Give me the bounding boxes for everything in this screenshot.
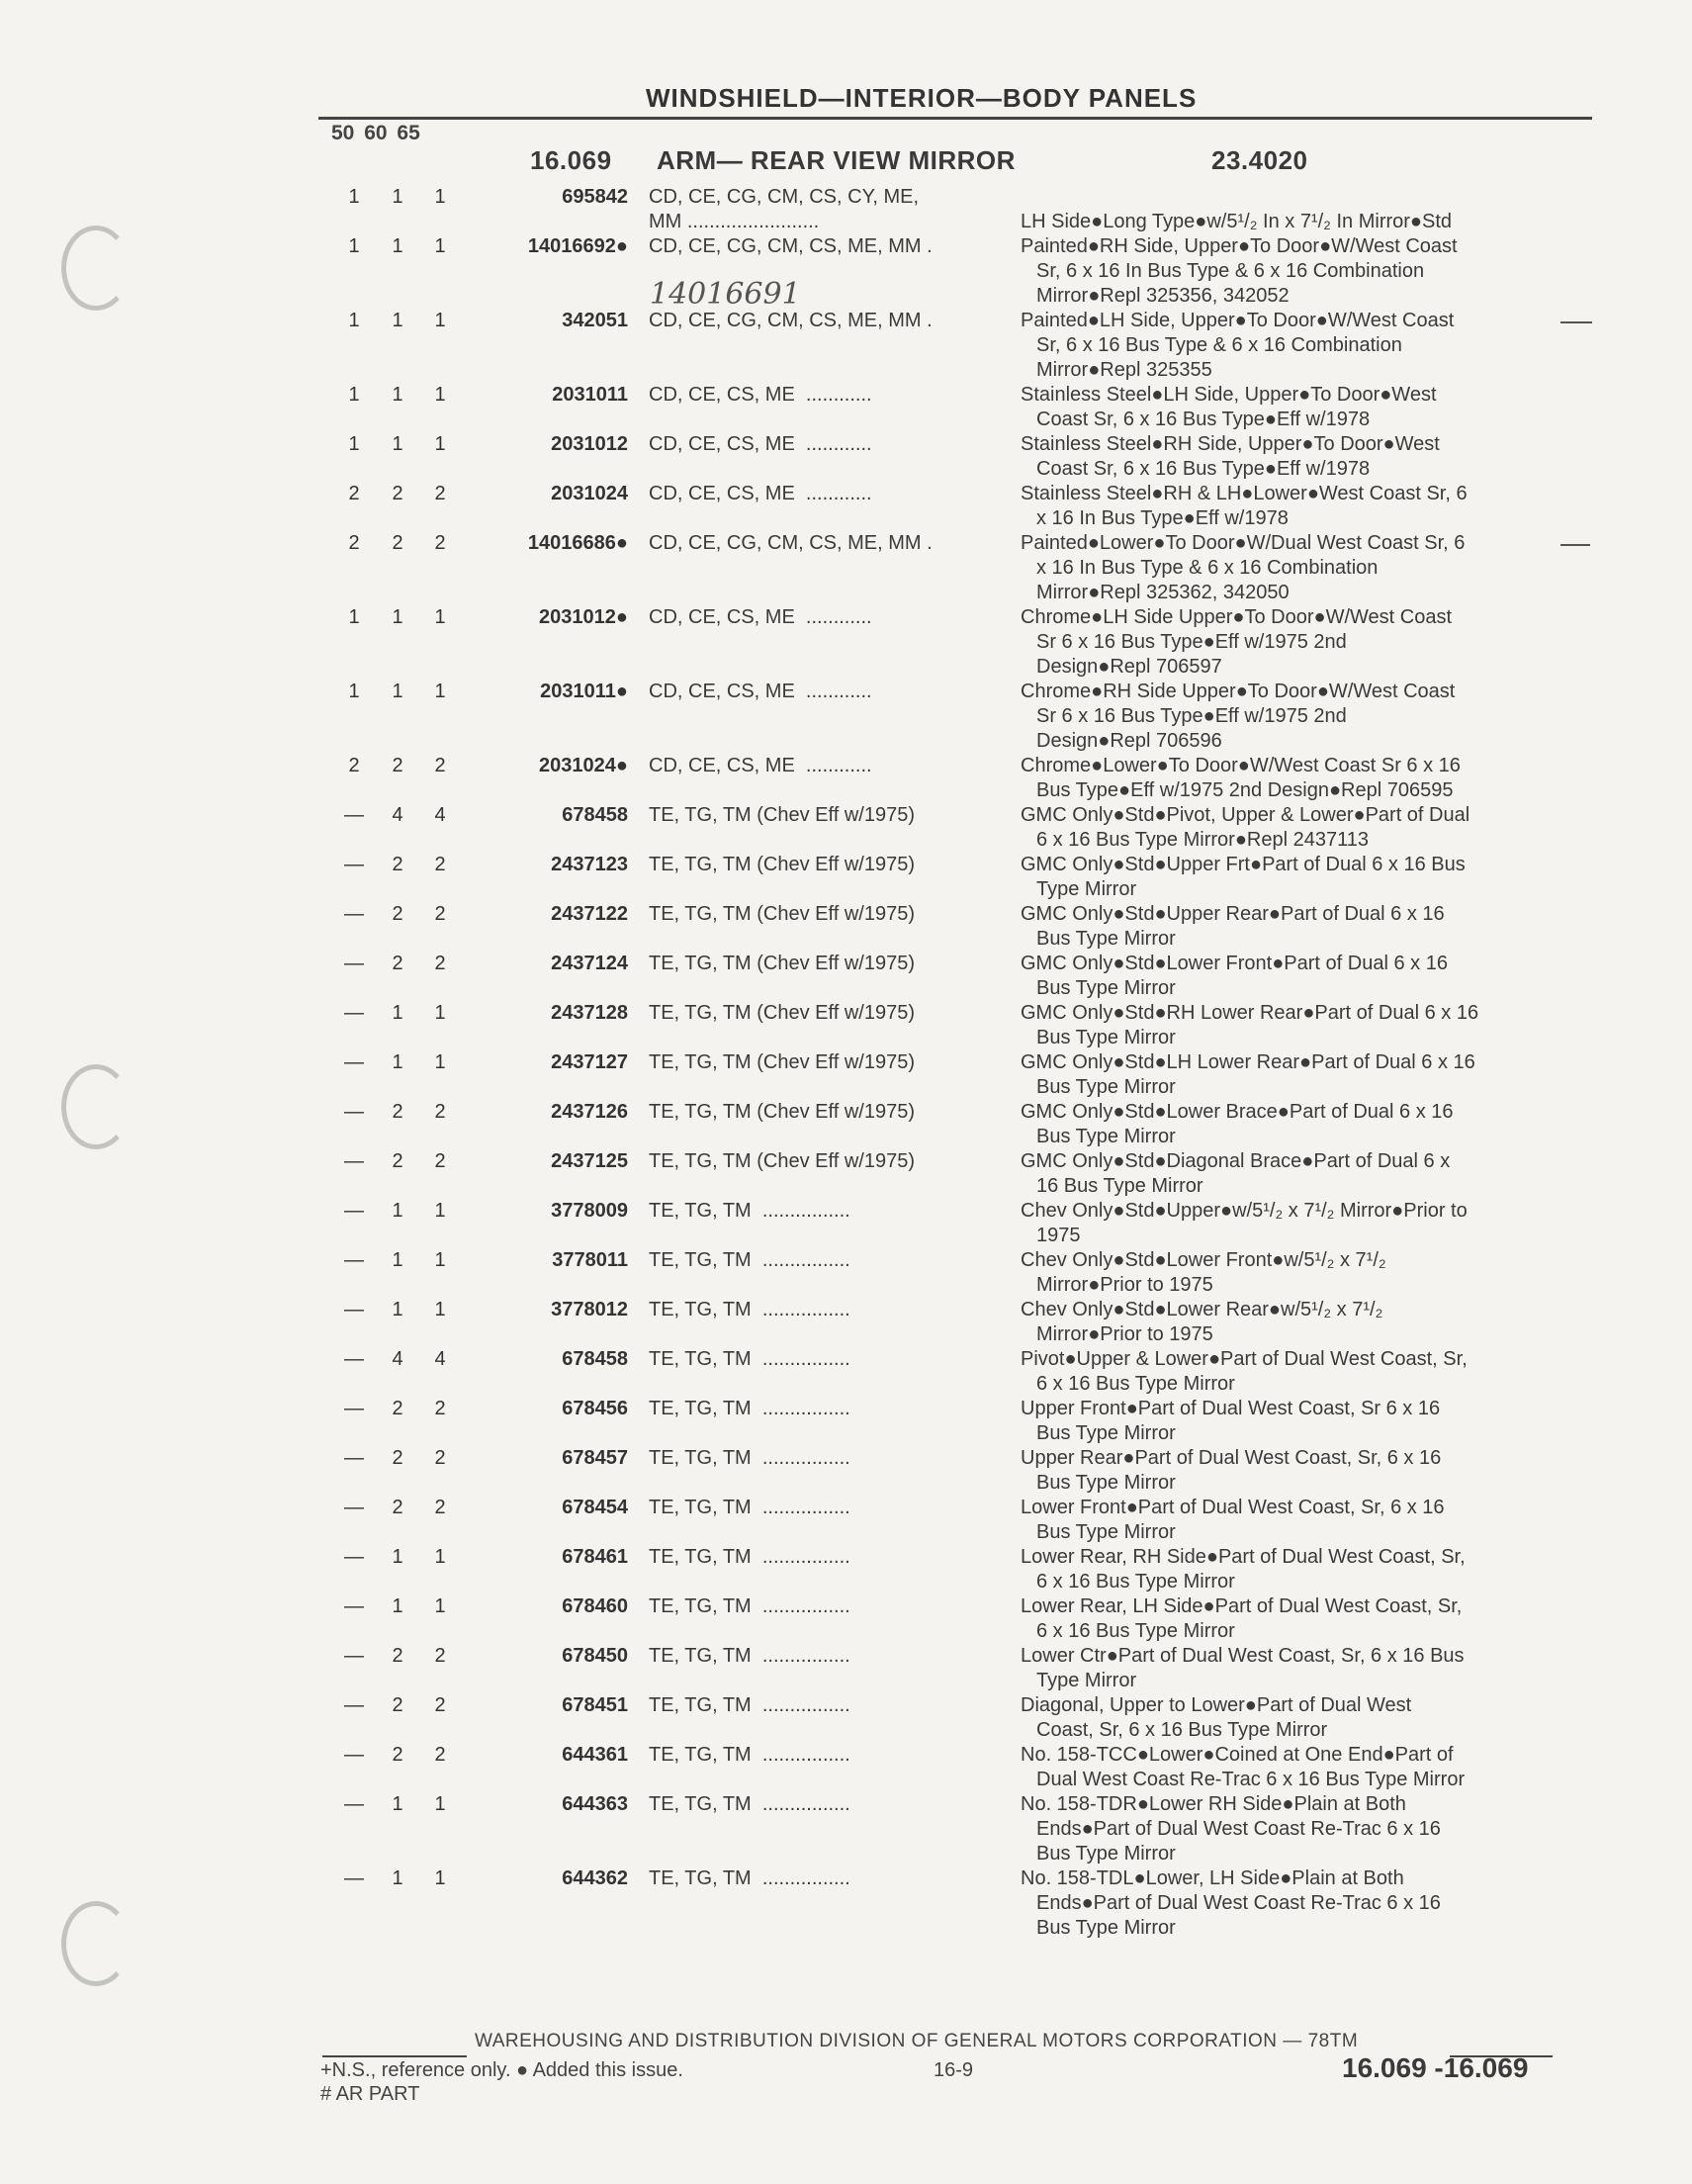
qty-1965: 1 — [434, 1867, 446, 1889]
qty-1965: 1 — [434, 1793, 446, 1815]
qty-1950: 1 — [348, 433, 360, 455]
description-line: Painted●RH Side, Upper●To Door●W/West Coast — [1021, 235, 1458, 257]
qty-1960: 1 — [392, 1002, 403, 1024]
description-line: 6 x 16 Bus Type Mirror — [1036, 1373, 1235, 1395]
qty-1950: 1 — [348, 235, 360, 257]
part-number: 678458 — [562, 804, 628, 826]
description — [1021, 1545, 1594, 1594]
model-codes: TE, TG, TM (Chev Eff w/1975) — [649, 1051, 915, 1073]
footer-organization: WAREHOUSING AND DISTRIBUTION DIVISION OF GENERAL MOTORS CORPORATION — 78TM — [475, 2031, 1359, 2051]
qty-1950: 1 — [348, 681, 360, 702]
description — [1021, 1298, 1594, 1347]
qty-1965: 1 — [434, 1546, 446, 1568]
model-codes: TE, TG, TM (Chev Eff w/1975) — [649, 804, 915, 826]
part-number: 678454 — [562, 1497, 628, 1518]
model-codes: CD, CE, CG, CM, CS, ME, MM . — [649, 310, 933, 331]
qty-1965: 1 — [434, 1249, 446, 1271]
description-line: Mirror●Repl 325362, 342050 — [1036, 582, 1290, 603]
qty-1950: 1 — [348, 384, 360, 406]
description-line: 1975 — [1036, 1225, 1081, 1246]
part-number: 2437127 — [551, 1051, 628, 1073]
description-line: Chrome●LH Side Upper●To Door●W/West Coast — [1021, 606, 1453, 628]
description-line: Bus Type●Eff w/1975 2nd Design●Repl 706595 — [1036, 779, 1454, 801]
description-line: Chrome●Lower●To Door●W/West Coast Sr 6 x 16 — [1021, 755, 1461, 776]
description — [1021, 803, 1594, 853]
qty-1950: — — [344, 1546, 364, 1568]
part-number: 678460 — [562, 1595, 628, 1617]
description-line: Mirror●Prior to 1975 — [1036, 1274, 1213, 1296]
qty-1960: 1 — [392, 433, 403, 455]
description-line: 6 x 16 Bus Type Mirror — [1036, 1571, 1235, 1592]
model-codes: CD, CE, CS, ME ............ — [649, 433, 872, 455]
qty-1965: 2 — [434, 953, 446, 974]
qty-1950: — — [344, 1101, 364, 1123]
qty-1960: 1 — [392, 1867, 403, 1889]
qty-1960: 2 — [392, 1101, 403, 1123]
description-line: 6 x 16 Bus Type Mirror●Repl 2437113 — [1036, 829, 1369, 851]
qty-1950: 1 — [348, 186, 360, 208]
description — [1021, 1347, 1594, 1397]
qty-1965: 1 — [434, 1051, 446, 1073]
part-number: 2031024 — [551, 483, 628, 504]
model-codes: TE, TG, TM ................ — [649, 1595, 850, 1617]
description-line: Design●Repl 706597 — [1036, 656, 1222, 678]
description-line: 6 x 16 Bus Type Mirror — [1036, 1620, 1235, 1642]
part-number: 2031011 — [552, 384, 628, 406]
description-line: Mirror●Repl 325356, 342052 — [1036, 285, 1290, 307]
punch-hole-top — [61, 226, 131, 311]
description-line: x 16 In Bus Type●Eff w/1978 — [1036, 507, 1289, 529]
model-codes: TE, TG, TM (Chev Eff w/1975) — [649, 854, 915, 875]
description — [1021, 1743, 1594, 1792]
qty-1965: 2 — [434, 1398, 446, 1419]
description-line: Mirror●Prior to 1975 — [1036, 1323, 1213, 1345]
description-line: Lower Ctr●Part of Dual West Coast, Sr, 6 x 16 Bus — [1021, 1645, 1465, 1667]
punch-hole-bottom — [61, 1901, 131, 1986]
description-line: Bus Type Mirror — [1036, 1422, 1176, 1444]
qty-1965: 2 — [434, 1744, 446, 1766]
model-codes: TE, TG, TM ................ — [649, 1200, 850, 1222]
qty-1965: 2 — [434, 483, 446, 504]
description-line: Bus Type Mirror — [1036, 1917, 1176, 1939]
description — [1021, 1792, 1594, 1866]
qty-1960: 2 — [392, 755, 403, 776]
description-line: Coast Sr, 6 x 16 Bus Type●Eff w/1978 — [1036, 458, 1371, 480]
model-codes: TE, TG, TM (Chev Eff w/1975) — [649, 953, 915, 974]
model-codes: CD, CE, CS, ME ............ — [649, 606, 872, 628]
part-number: 2437128 — [551, 1002, 628, 1024]
qty-1960: 1 — [392, 235, 403, 257]
model-codes: TE, TG, TM ................ — [649, 1645, 850, 1667]
footer-section-range: 16.069 -16.069 — [1342, 2052, 1529, 2083]
description — [1021, 952, 1594, 1001]
description-line: Chrome●RH Side Upper●To Door●W/West Coast — [1021, 681, 1456, 702]
description — [1021, 1199, 1594, 1248]
description-line: Stainless Steel●RH & LH●Lower●West Coast Sr, 6 — [1021, 483, 1468, 504]
qty-1960: 4 — [392, 1348, 403, 1370]
description-line: Painted●Lower●To Door●W/Dual West Coast Sr, 6 — [1021, 532, 1466, 554]
qty-1965: 2 — [434, 1150, 446, 1172]
description-line: Bus Type Mirror — [1036, 1027, 1176, 1048]
part-number: 678456 — [562, 1398, 628, 1419]
part-number: 695842 — [562, 186, 628, 208]
qty-1960: 1 — [392, 1200, 403, 1222]
model-codes: CD, CE, CG, CM, CS, CY, ME, MM ........................ — [649, 186, 919, 232]
qty-1960: 1 — [392, 681, 403, 702]
description-line: Sr 6 x 16 Bus Type●Eff w/1975 2nd — [1036, 631, 1347, 653]
model-codes: CD, CE, CS, ME ............ — [649, 681, 872, 702]
model-codes: TE, TG, TM ................ — [649, 1694, 850, 1716]
description-line: Painted●LH Side, Upper●To Door●W/West Coast — [1021, 310, 1455, 331]
qty-1965: 2 — [434, 1645, 446, 1667]
part-number: 2031011● — [540, 681, 628, 702]
model-codes: TE, TG, TM ................ — [649, 1546, 850, 1568]
qty-1950: — — [344, 1150, 364, 1172]
qty-1960: 2 — [392, 903, 403, 925]
footer-ar-part: # AR PART — [320, 2083, 420, 2105]
qty-1960: 1 — [392, 1546, 403, 1568]
description-line: Sr 6 x 16 Bus Type●Eff w/1975 2nd — [1036, 705, 1347, 727]
model-codes: CD, CE, CG, CM, CS, ME, MM . — [649, 532, 933, 554]
part-number: 678451 — [562, 1694, 628, 1716]
part-number: 2437126 — [551, 1101, 628, 1123]
qty-1950: — — [344, 1645, 364, 1667]
year-columns-header: 50 60 65 — [331, 122, 420, 144]
description — [1021, 1693, 1594, 1743]
part-number: 678458 — [562, 1348, 628, 1370]
qty-1960: 1 — [392, 1249, 403, 1271]
qty-1965: 2 — [434, 1447, 446, 1469]
description-line: Chev Only●Std●Upper●w/5¹/₂ x 7¹/₂ Mirror●Prior to — [1021, 1200, 1468, 1222]
qty-1960: 2 — [392, 1645, 403, 1667]
qty-1965: 1 — [434, 433, 446, 455]
part-number: 2031012 — [551, 433, 628, 455]
description — [1021, 1001, 1594, 1050]
description-line: Mirror●Repl 325355 — [1036, 359, 1212, 381]
part-number: 644362 — [562, 1867, 628, 1889]
qty-1965: 1 — [434, 235, 446, 257]
footer-rule-left — [322, 2055, 467, 2057]
part-number: 14016692● — [527, 235, 628, 257]
description — [1021, 1496, 1594, 1545]
description-line: Bus Type Mirror — [1036, 1843, 1176, 1865]
description-line: GMC Only●Std●Lower Brace●Part of Dual 6 x 16 — [1021, 1101, 1454, 1123]
section-code: 23.4020 — [1211, 145, 1308, 175]
description-line: Bus Type Mirror — [1036, 1472, 1176, 1494]
description-line: Design●Repl 706596 — [1036, 730, 1222, 752]
qty-1950: — — [344, 1694, 364, 1716]
qty-1965: 1 — [434, 186, 446, 208]
description-line: Upper Rear●Part of Dual West Coast, Sr, 6 x 16 — [1021, 1447, 1442, 1469]
description-line: LH Side●Long Type●w/5¹/₂ In x 7¹/₂ In Mirror●Std — [1021, 211, 1453, 232]
model-codes: TE, TG, TM ................ — [649, 1497, 850, 1518]
qty-1965: 2 — [434, 903, 446, 925]
model-codes: TE, TG, TM ................ — [649, 1299, 850, 1320]
description — [1021, 482, 1594, 531]
qty-1965: 2 — [434, 854, 446, 875]
punch-hole-middle — [61, 1064, 131, 1149]
qty-1965: 1 — [434, 1200, 446, 1222]
qty-1965: 2 — [434, 755, 446, 776]
qty-1960: 2 — [392, 1694, 403, 1716]
qty-1950: — — [344, 1744, 364, 1766]
model-codes: CD, CE, CS, ME ............ — [649, 755, 872, 776]
description — [1021, 210, 1594, 234]
description-line: GMC Only●Std●Upper Frt●Part of Dual 6 x 16 Bus — [1021, 854, 1466, 875]
qty-1950: — — [344, 854, 364, 875]
page-number: 16-9 — [934, 2059, 974, 2081]
description-line: No. 158-TDR●Lower RH Side●Plain at Both — [1021, 1793, 1406, 1815]
qty-1960: 1 — [392, 310, 403, 331]
description-line: Chev Only●Std●Lower Rear●w/5¹/₂ x 7¹/₂ — [1021, 1299, 1383, 1320]
qty-1965: 2 — [434, 1101, 446, 1123]
description-line: Dual West Coast Re-Trac 6 x 16 Bus Type Mirror — [1036, 1769, 1466, 1790]
qty-1960: 1 — [392, 606, 403, 628]
qty-1950: — — [344, 903, 364, 925]
qty-1950: — — [344, 1051, 364, 1073]
qty-1950: — — [344, 1002, 364, 1024]
qty-1965: 1 — [434, 1595, 446, 1617]
qty-1960: 2 — [392, 953, 403, 974]
qty-1950: — — [344, 1299, 364, 1320]
part-number: 2031012● — [539, 606, 628, 628]
description-line: Bus Type Mirror — [1036, 1521, 1176, 1543]
description-line: Lower Rear, LH Side●Part of Dual West Coast, Sr, — [1021, 1595, 1463, 1617]
model-codes: TE, TG, TM ................ — [649, 1744, 850, 1766]
qty-1960: 1 — [392, 1793, 403, 1815]
part-number: 644361 — [562, 1744, 628, 1766]
qty-1960: 2 — [392, 854, 403, 875]
model-codes: TE, TG, TM ................ — [649, 1348, 850, 1370]
description-line: Sr, 6 x 16 In Bus Type & 6 x 16 Combination — [1036, 260, 1425, 282]
qty-1960: 2 — [392, 532, 403, 554]
description — [1021, 902, 1594, 952]
model-codes: TE, TG, TM ................ — [649, 1398, 850, 1419]
page-title: WINDSHIELD—INTERIOR—BODY PANELS — [646, 83, 1198, 113]
model-codes: TE, TG, TM ................ — [649, 1447, 850, 1469]
description-line: Bus Type Mirror — [1036, 928, 1176, 950]
description-line: Lower Front●Part of Dual West Coast, Sr, 6 x 16 — [1021, 1497, 1445, 1518]
qty-1960: 2 — [392, 1447, 403, 1469]
description-line: Type Mirror — [1036, 878, 1137, 900]
qty-1950: — — [344, 1447, 364, 1469]
description-line: Sr, 6 x 16 Bus Type & 6 x 16 Combination — [1036, 334, 1402, 356]
qty-1965: 1 — [434, 681, 446, 702]
description-line: GMC Only●Std●Lower Front●Part of Dual 6 x 16 — [1021, 953, 1448, 974]
qty-1965: 2 — [434, 1694, 446, 1716]
description-line: GMC Only●Std●RH Lower Rear●Part of Dual 6 x 16 — [1021, 1002, 1479, 1024]
description — [1021, 1149, 1594, 1199]
model-codes: CD, CE, CG, CM, CS, ME, MM . — [649, 235, 933, 257]
qty-1950: — — [344, 1348, 364, 1370]
qty-1950: — — [344, 1867, 364, 1889]
part-number: 678457 — [562, 1447, 628, 1469]
qty-1965: 2 — [434, 532, 446, 554]
description-line: Type Mirror — [1036, 1670, 1137, 1691]
part-number: 342051 — [562, 310, 628, 331]
qty-1960: 1 — [392, 1595, 403, 1617]
description — [1021, 1446, 1594, 1496]
description-line: Coast, Sr, 6 x 16 Bus Type Mirror — [1036, 1719, 1328, 1741]
part-number: 2437123 — [551, 854, 628, 875]
model-codes: TE, TG, TM (Chev Eff w/1975) — [649, 903, 915, 925]
qty-1960: 2 — [392, 1398, 403, 1419]
description-line: No. 158-TCC●Lower●Coined at One End●Part of — [1021, 1744, 1454, 1766]
qty-1950: 2 — [348, 755, 360, 776]
qty-1965: 4 — [434, 804, 446, 826]
description-line: Pivot●Upper & Lower●Part of Dual West Coast, Sr, — [1021, 1348, 1468, 1370]
qty-1960: 2 — [392, 1150, 403, 1172]
description — [1021, 234, 1594, 309]
qty-1950: 2 — [348, 483, 360, 504]
description — [1021, 605, 1594, 680]
description-line: Bus Type Mirror — [1036, 1126, 1176, 1147]
model-codes: CD, CE, CS, ME ............ — [649, 483, 872, 504]
qty-1950: — — [344, 1793, 364, 1815]
qty-1960: 1 — [392, 1051, 403, 1073]
description-line: Ends●Part of Dual West Coast Re-Trac 6 x 16 — [1036, 1818, 1441, 1840]
part-number: 3778011 — [552, 1249, 628, 1271]
part-number: 14016686● — [527, 532, 628, 554]
qty-1965: 1 — [434, 1299, 446, 1320]
part-number: 3778012 — [551, 1299, 628, 1320]
section-title: ARM— REAR VIEW MIRROR — [657, 145, 1016, 175]
model-codes: TE, TG, TM ................ — [649, 1867, 850, 1889]
section-number: 16.069 — [530, 145, 612, 175]
part-number: 2437124 — [551, 953, 628, 974]
description — [1021, 309, 1594, 383]
description — [1021, 1594, 1594, 1644]
qty-1950: — — [344, 1398, 364, 1419]
part-number: 678450 — [562, 1645, 628, 1667]
description-line: Ends●Part of Dual West Coast Re-Trac 6 x 16 — [1036, 1892, 1441, 1914]
qty-1950: — — [344, 1200, 364, 1222]
qty-1965: 1 — [434, 310, 446, 331]
model-codes: TE, TG, TM (Chev Eff w/1975) — [649, 1101, 915, 1123]
qty-1965: 1 — [434, 384, 446, 406]
qty-1960: 2 — [392, 1497, 403, 1518]
description-line: Stainless Steel●RH Side, Upper●To Door●West — [1021, 433, 1440, 455]
qty-1950: 1 — [348, 606, 360, 628]
qty-1960: 1 — [392, 384, 403, 406]
qty-1950: 1 — [348, 310, 360, 331]
description-line: Stainless Steel●LH Side, Upper●To Door●West — [1021, 384, 1437, 406]
description-line: Lower Rear, RH Side●Part of Dual West Coast, Sr, — [1021, 1546, 1466, 1568]
description — [1021, 1248, 1594, 1298]
qty-1950: — — [344, 1249, 364, 1271]
qty-1960: 2 — [392, 483, 403, 504]
part-number: 3778009 — [551, 1200, 628, 1222]
part-number: 2031024● — [539, 755, 628, 776]
description — [1021, 1644, 1594, 1693]
description — [1021, 1866, 1594, 1941]
description-line: GMC Only●Std●LH Lower Rear●Part of Dual 6 x 16 — [1021, 1051, 1475, 1073]
part-number: 2437122 — [551, 903, 628, 925]
description — [1021, 754, 1594, 803]
description — [1021, 432, 1594, 482]
qty-1965: 1 — [434, 606, 446, 628]
qty-1965: 4 — [434, 1348, 446, 1370]
part-number: 644363 — [562, 1793, 628, 1815]
description-line: Upper Front●Part of Dual West Coast, Sr 6 x 16 — [1021, 1398, 1441, 1419]
description-line: Bus Type Mirror — [1036, 977, 1176, 999]
description — [1021, 383, 1594, 432]
description-line: No. 158-TDL●Lower, LH Side●Plain at Both — [1021, 1867, 1404, 1889]
description-line: GMC Only●Std●Upper Rear●Part of Dual 6 x 16 — [1021, 903, 1445, 925]
description — [1021, 853, 1594, 902]
qty-1965: 1 — [434, 1002, 446, 1024]
qty-1950: 2 — [348, 532, 360, 554]
qty-1960: 2 — [392, 1744, 403, 1766]
model-codes: TE, TG, TM (Chev Eff w/1975) — [649, 1150, 915, 1172]
qty-1960: 1 — [392, 1299, 403, 1320]
qty-1960: 4 — [392, 804, 403, 826]
qty-1950: — — [344, 1595, 364, 1617]
description-line: Chev Only●Std●Lower Front●w/5¹/₂ x 7¹/₂ — [1021, 1249, 1386, 1271]
handwritten-note: 14016691 — [650, 277, 801, 312]
description-line: GMC Only●Std●Pivot, Upper & Lower●Part of Dual — [1021, 804, 1470, 826]
title-rule — [318, 117, 1592, 120]
description — [1021, 531, 1594, 605]
model-codes: TE, TG, TM ................ — [649, 1793, 850, 1815]
description-line: 16 Bus Type Mirror — [1036, 1175, 1203, 1197]
description — [1021, 1050, 1594, 1100]
model-codes: CD, CE, CS, ME ............ — [649, 384, 872, 406]
description-line: GMC Only●Std●Diagonal Brace●Part of Dual 6 x — [1021, 1150, 1451, 1172]
qty-1960: 1 — [392, 186, 403, 208]
description — [1021, 1397, 1594, 1446]
qty-1965: 2 — [434, 1497, 446, 1518]
model-codes: TE, TG, TM (Chev Eff w/1975) — [649, 1002, 915, 1024]
description-line: Bus Type Mirror — [1036, 1076, 1176, 1098]
description — [1021, 680, 1594, 754]
qty-1950: — — [344, 1497, 364, 1518]
description-line: Coast Sr, 6 x 16 Bus Type●Eff w/1978 — [1036, 409, 1371, 430]
qty-1950: — — [344, 953, 364, 974]
part-number: 2437125 — [551, 1150, 628, 1172]
part-number: 678461 — [562, 1546, 628, 1568]
description-line: Diagonal, Upper to Lower●Part of Dual West — [1021, 1694, 1412, 1716]
qty-1950: — — [344, 804, 364, 826]
description-line: x 16 In Bus Type & 6 x 16 Combination — [1036, 557, 1379, 579]
model-codes: TE, TG, TM ................ — [649, 1249, 850, 1271]
description — [1021, 1100, 1594, 1149]
footer-legend: +N.S., reference only. ● Added this issue. — [320, 2059, 683, 2081]
